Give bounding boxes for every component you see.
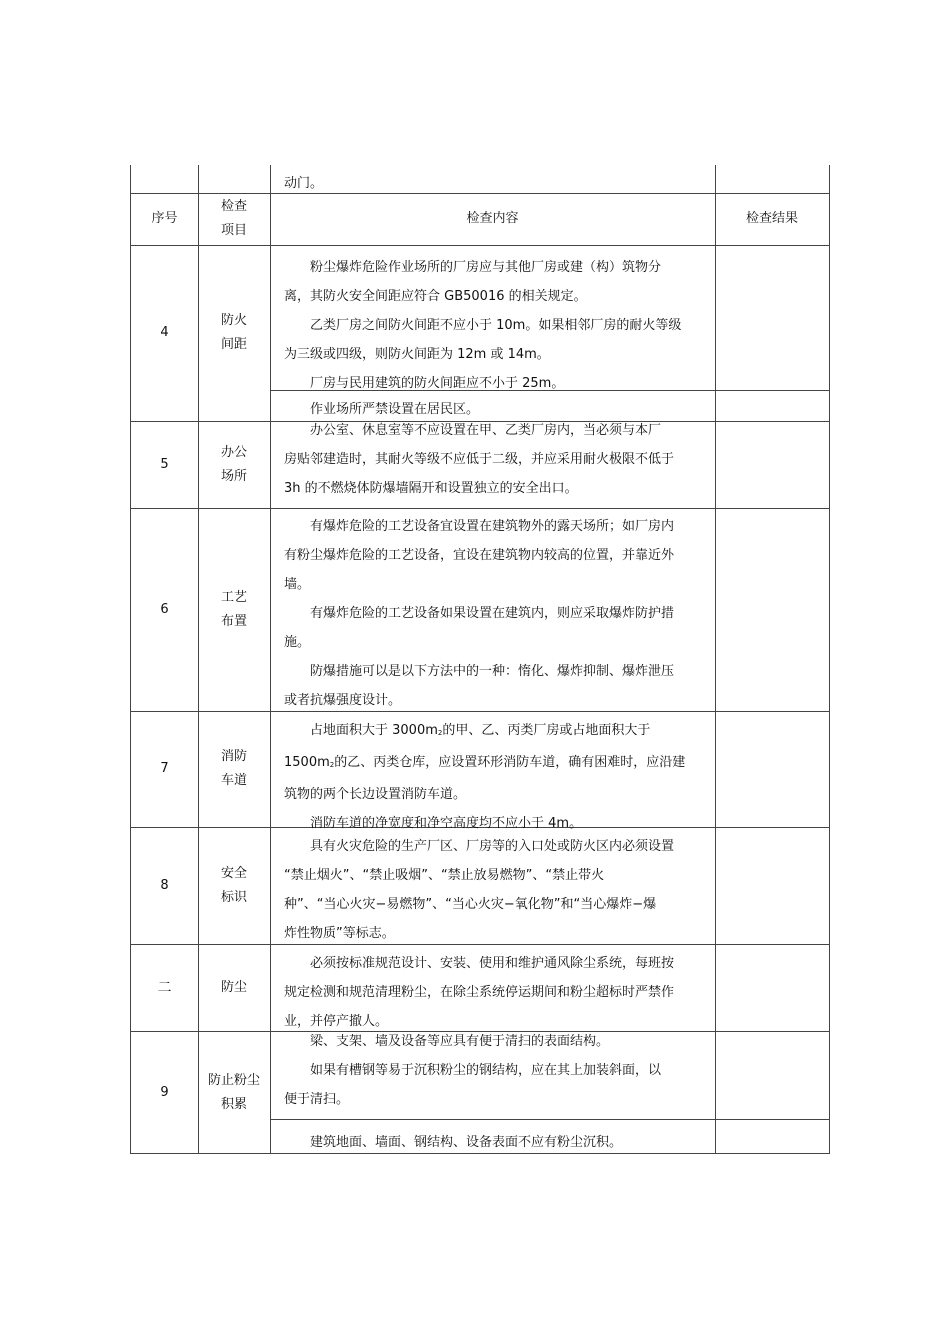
row-item: 办公 场所 <box>220 444 247 484</box>
col-divider <box>715 165 716 1153</box>
row-content: 梁、支架、墙及设备等应具有便于清扫的表面结构。 如果有槽钢等易于沉积粉尘的钢结构，应在其上加装斜面，以 便于清扫。 <box>284 1034 662 1107</box>
row-seq: 6 <box>160 601 169 617</box>
header-content: 检查内容 <box>466 211 519 226</box>
header-seq: 序号 <box>151 211 178 226</box>
header-item: 检查 项目 <box>220 199 247 238</box>
carry-over-text: 动门。 <box>284 176 324 191</box>
col-divider <box>270 165 271 1153</box>
header-result: 检查结果 <box>745 211 798 226</box>
subrow-divider <box>270 1119 829 1120</box>
row-content: 作业场所严禁设置在居民区。 <box>310 402 480 417</box>
row-seq: 4 <box>160 325 169 340</box>
row-item: 安全 标识 <box>220 865 247 905</box>
section-item: 防尘 <box>220 979 247 995</box>
row-content: 占地面积大于 $3000m_2$的甲、乙、丙类厂房或占地面积大于 $1500m_2$的乙、丙类仓库，应设置环形消防车道，确有困难时，应沿建 筑物的两个长边设置消防车道。 消防车道的净宽度和净空高度均不应小于 4m。 <box>284 723 686 831</box>
row-item: 工艺 布置 <box>220 589 247 629</box>
section-seq: 二 <box>157 979 172 996</box>
row-item: 防止粉尘 积累 <box>207 1072 260 1112</box>
row-item: 消防 车道 <box>220 749 247 788</box>
row-seq: 8 <box>160 877 169 893</box>
row-content: 具有火灾危险的生产厂区、厂房等的入口处或防火区内必须设置 “禁止烟火”、“禁止吸烟”、“禁止放易燃物”、“禁止带火 种”、“当心火灾−易燃物”、“当心火灾−氧化物”和“当心爆炸−爆 炸性物质”等标志。 <box>284 839 675 941</box>
row-content: 粉尘爆炸危险作业场所的厂房应与其他厂房或建（构）筑物分 离，其防火安全间距应符合 GB50016 的相关规定。 乙类厂房之间防火间距不应小于 10m。如果相邻厂房的耐火等级 为三级或四级，则防火间距为 12m 或 14m。 厂房与民用建筑的防火间距应不小于 25m。 <box>284 260 682 391</box>
row-seq: 5 <box>160 456 169 472</box>
row-seq: 7 <box>160 761 169 776</box>
row-item: 防火 间距 <box>220 313 247 352</box>
row-content: 建筑地面、墙面、钢结构、设备表面不应有粉尘沉积。 <box>310 1135 623 1150</box>
row-content: 办公室、休息室等不应设置在甲、乙类厂房内，当必须与本厂 房贴邻建造时，其耐火等级不应低于二级，并应采用耐火极限不低于 3h 的不燃烧体防爆墙隔开和设置独立的安全出口。 <box>284 423 675 496</box>
row-content: 有爆炸危险的工艺设备宜设置在建筑物外的露天场所；如厂房内 有粉尘爆炸危险的工艺设备，宜设在建筑物内较高的位置，并靠近外 墙。 有爆炸危险的工艺设备如果设置在建筑内，则应采取爆炸防护措 施。 防爆措施可以是以下方法中的一种：惰化、爆炸抑制、爆炸泄压 或者抗爆强度设计。 <box>284 519 675 708</box>
row-content: 必须按标准规范设计、安装、使用和维护通风除尘系统，每班按 规定检测和规范清理粉尘，在除尘系统停运期间和粉尘超标时严禁作 业，并停产撤人。 <box>284 956 675 1029</box>
inspection-table <box>130 165 830 1154</box>
row-seq: 9 <box>160 1084 169 1100</box>
